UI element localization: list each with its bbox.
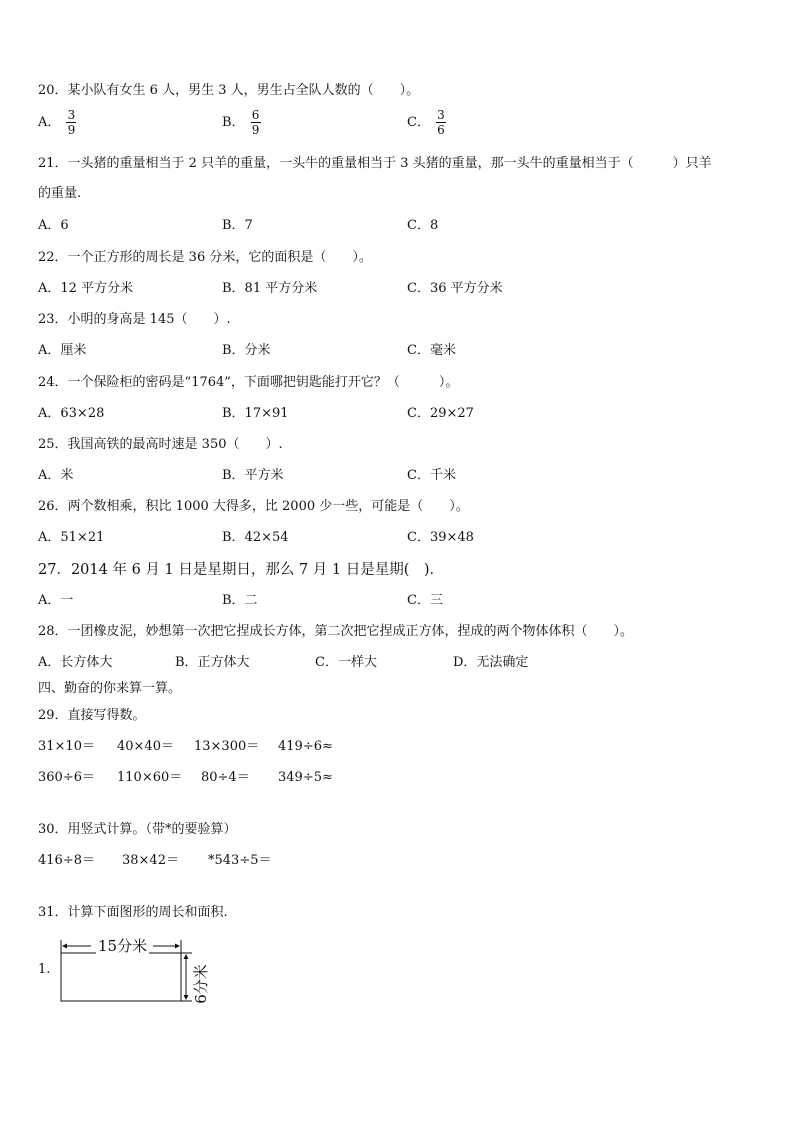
q27-option-b[interactable]: B．二 [222,593,258,608]
q25-option-b[interactable]: B．平方米 [222,468,284,483]
q21-stem-line2: 的重量. [38,186,82,201]
q24-option-a[interactable]: A．63×28 [38,406,105,421]
q21-option-a[interactable]: A．6 [38,218,69,233]
calc-item: 416÷8＝ [38,853,95,868]
q22-option-b[interactable]: B．81 平方分米 [222,281,318,296]
q28-option-a[interactable]: A．长方体大 [38,655,113,670]
q26-stem: 26．两个数相乘，积比 1000 大得多，比 2000 少一些，可能是（ ）。 [38,499,469,514]
fraction: $\frac{3}{6}$ [437,108,445,137]
calc-item: 80÷4＝ [201,770,250,785]
option-label: A． [38,115,61,130]
q20-option-a[interactable] [38,108,76,137]
calc-item: *543÷5＝ [208,853,272,868]
q25-option-a[interactable]: A．米 [38,468,74,483]
q29-title: 29．直接写得数。 [38,708,146,723]
q25-option-c[interactable]: C．千米 [407,468,456,483]
q23-stem: 23．小明的身高是 145（ ）. [38,312,231,327]
q24-stem: 24．一个保险柜的密码是“1764”，下面哪把钥匙能打开它？（ ）。 [38,375,459,390]
q28-option-d[interactable]: D．无法确定 [453,655,529,670]
q23-option-a[interactable]: A．厘米 [38,343,87,358]
calc-item: 349÷5≈ [278,770,333,785]
q26-option-a[interactable]: A．51×21 [38,530,105,545]
q27-option-c[interactable]: C．三 [407,593,443,608]
q20-option-c[interactable] [407,108,446,137]
q25-stem: 25．我国高铁的最高时速是 350（ ）. [38,437,283,452]
calc-item: 13×300＝ [194,739,260,754]
q20-option-b[interactable] [222,108,261,137]
q24-option-c[interactable]: C．29×27 [407,406,474,421]
calc-item: 360÷6＝ [38,770,95,785]
q23-option-c[interactable]: C．毫米 [407,343,456,358]
q28-option-b[interactable]: B．正方体大 [175,655,250,670]
q22-option-c[interactable]: C．36 平方分米 [407,281,503,296]
q22-stem: 22．一个正方形的周长是 36 分米，它的面积是（ ）。 [38,250,372,265]
figure-label: 1. [38,962,51,977]
calc-item: 419÷6≈ [278,739,333,754]
q22-option-a[interactable]: A．12 平方分米 [38,281,134,296]
height-label: 6分米 [191,964,210,1004]
q27-stem: 27．2014 年 6 月 1 日是星期日，那么 7 月 1 日是星期( )． [38,562,445,578]
q31-title: 31．计算下面图形的周长和面积. [38,905,228,920]
calc-item: 40×40＝ [117,739,174,754]
q30-title: 30．用竖式计算。（带*的要验算） [38,822,237,837]
fraction: $\frac{3}{9}$ [67,108,76,137]
option-label: C． [407,115,430,130]
section-heading: 四、勤奋的你来算一算。 [38,681,182,696]
calc-item: 110×60＝ [117,770,183,785]
q26-option-b[interactable]: B．42×54 [222,530,289,545]
calc-item: 38×42＝ [122,853,179,868]
q21-stem-line1: 21．一头猪的重量相当于 2 只羊的重量，一头牛的重量相当于 3 头猪的重量，那一头牛的重量相当于（ ）只羊 [38,156,712,171]
q26-option-c[interactable]: C．39×48 [407,530,474,545]
q28-option-c[interactable]: C．一样大 [315,655,377,670]
q27-option-a[interactable]: A．一 [38,593,74,608]
calc-item: 31×10＝ [38,739,95,754]
option-label: B． [222,115,245,130]
q21-option-c[interactable]: C．8 [407,218,439,233]
q24-option-b[interactable]: B．17×91 [222,406,289,421]
fraction: $\frac{6}{9}$ [251,108,260,137]
q20-stem: 20．某小队有女生 6 人，男生 3 人，男生占全队人数的（ ）。 [38,83,420,98]
q28-stem: 28．一团橡皮泥，妙想第一次把它捏成长方体，第二次把它捏成正方体，捏成的两个物体体积（ ）。 [38,624,634,639]
q23-option-b[interactable]: B．分米 [222,343,271,358]
q21-option-b[interactable]: B．7 [222,218,253,233]
width-label: 15分米 [98,937,148,955]
